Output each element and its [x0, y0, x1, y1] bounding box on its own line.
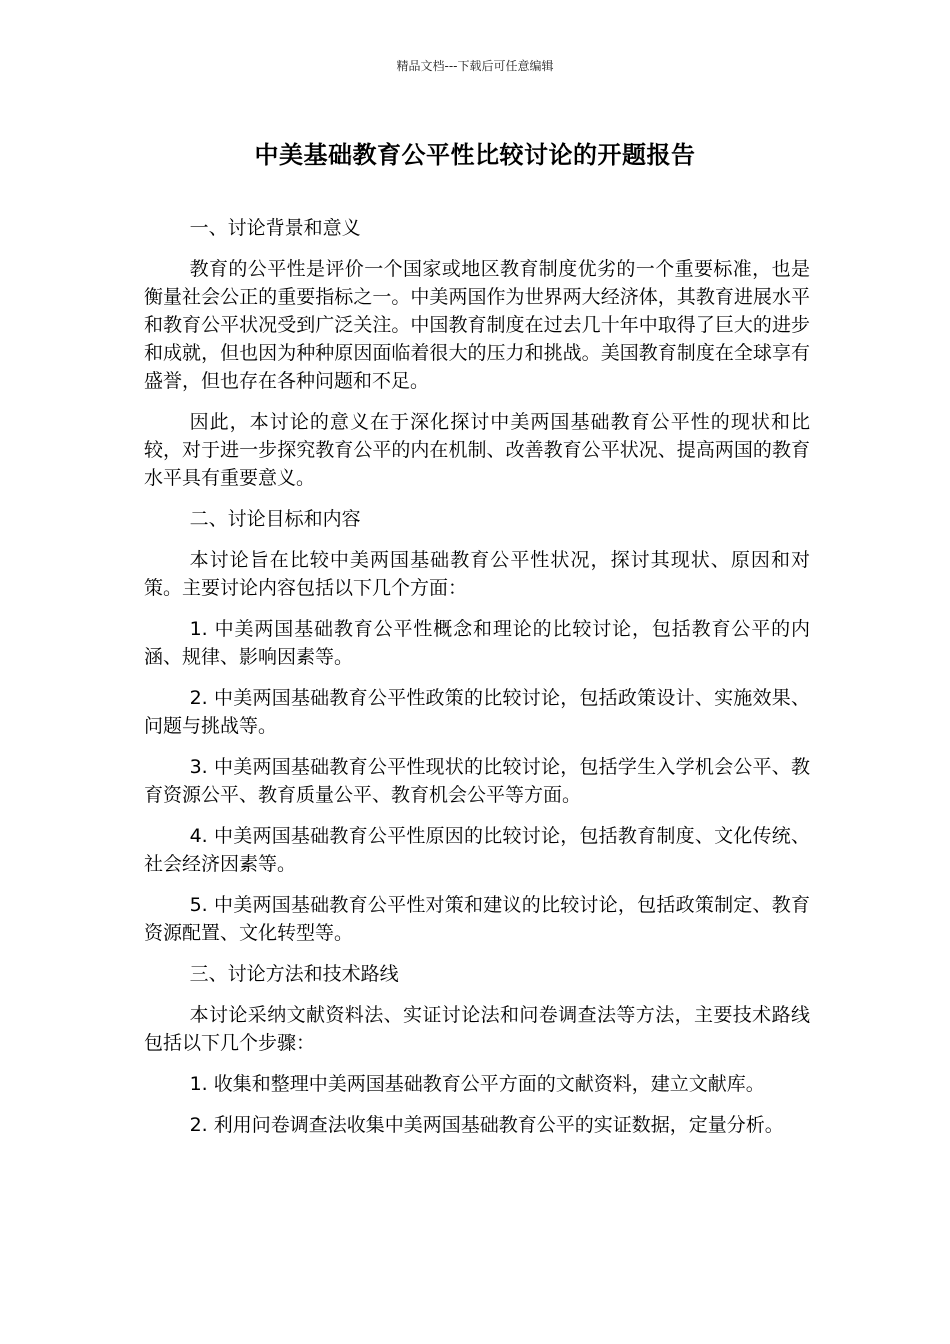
header-note: 精品文档---下载后可任意编辑	[396, 59, 554, 73]
section-3-list-item-2: 2. 利用问卷调查法收集中美两国基础教育公平的实证数据，定量分析。	[189, 1114, 784, 1136]
section-2-list-item-1: 1. 中美两国基础教育公平性概念和理论的比较讨论，包括教育公平的内涵、规律、影响因素等。	[144, 618, 810, 668]
section-2-heading: 二、讨论目标和内容	[189, 508, 361, 530]
section-2-list-item-2: 2. 中美两国基础教育公平性政策的比较讨论，包括政策设计、实施效果、问题与挑战等。	[144, 687, 810, 737]
section-3-list-item-1: 1. 收集和整理中美两国基础教育公平方面的文献资料，建立文献库。	[189, 1073, 765, 1095]
section-3-paragraph-1: 本讨论采纳文献资料法、实证讨论法和问卷调查法等方法，主要技术路线包括以下几个步骤：	[144, 1004, 810, 1054]
section-2-list-item-5: 5. 中美两国基础教育公平性对策和建议的比较讨论，包括政策制定、教育资源配置、文化转型等。	[144, 894, 810, 944]
section-1-paragraph-2: 因此，本讨论的意义在于深化探讨中美两国基础教育公平性的现状和比较，对于进一步探究教育公平的内在机制、改善教育公平状况、提高两国的教育水平具有重要意义。	[144, 411, 810, 489]
document-body	[144, 214, 810, 1152]
section-2-list-item-3: 3. 中美两国基础教育公平性现状的比较讨论，包括学生入学机会公平、教育资源公平、教育质量公平、教育机会公平等方面。	[144, 756, 810, 806]
section-3-heading: 三、讨论方法和技术路线	[189, 963, 399, 985]
section-1-paragraph-1: 教育的公平性是评价一个国家或地区教育制度优劣的一个重要标准，也是衡量社会公正的重要指标之一。中美两国作为世界两大经济体，其教育进展水平和教育公平状况受到广泛关注。中国教育制度在过去几十年中取得了巨大的进步和成就，但也因为种种原因面临着很大的压力和挑战。美国教育制度在全球享有盛誉，但也存在各种问题和不足。	[144, 258, 810, 392]
section-1-heading: 一、讨论背景和意义	[189, 217, 361, 239]
document-title: 中美基础教育公平性比较讨论的开题报告	[254, 141, 696, 169]
section-2-paragraph-1: 本讨论旨在比较中美两国基础教育公平性状况，探讨其现状、原因和对策。主要讨论内容包括以下几个方面：	[144, 549, 810, 599]
section-2-list-item-4: 4. 中美两国基础教育公平性原因的比较讨论，包括教育制度、文化传统、社会经济因素等。	[144, 825, 810, 875]
